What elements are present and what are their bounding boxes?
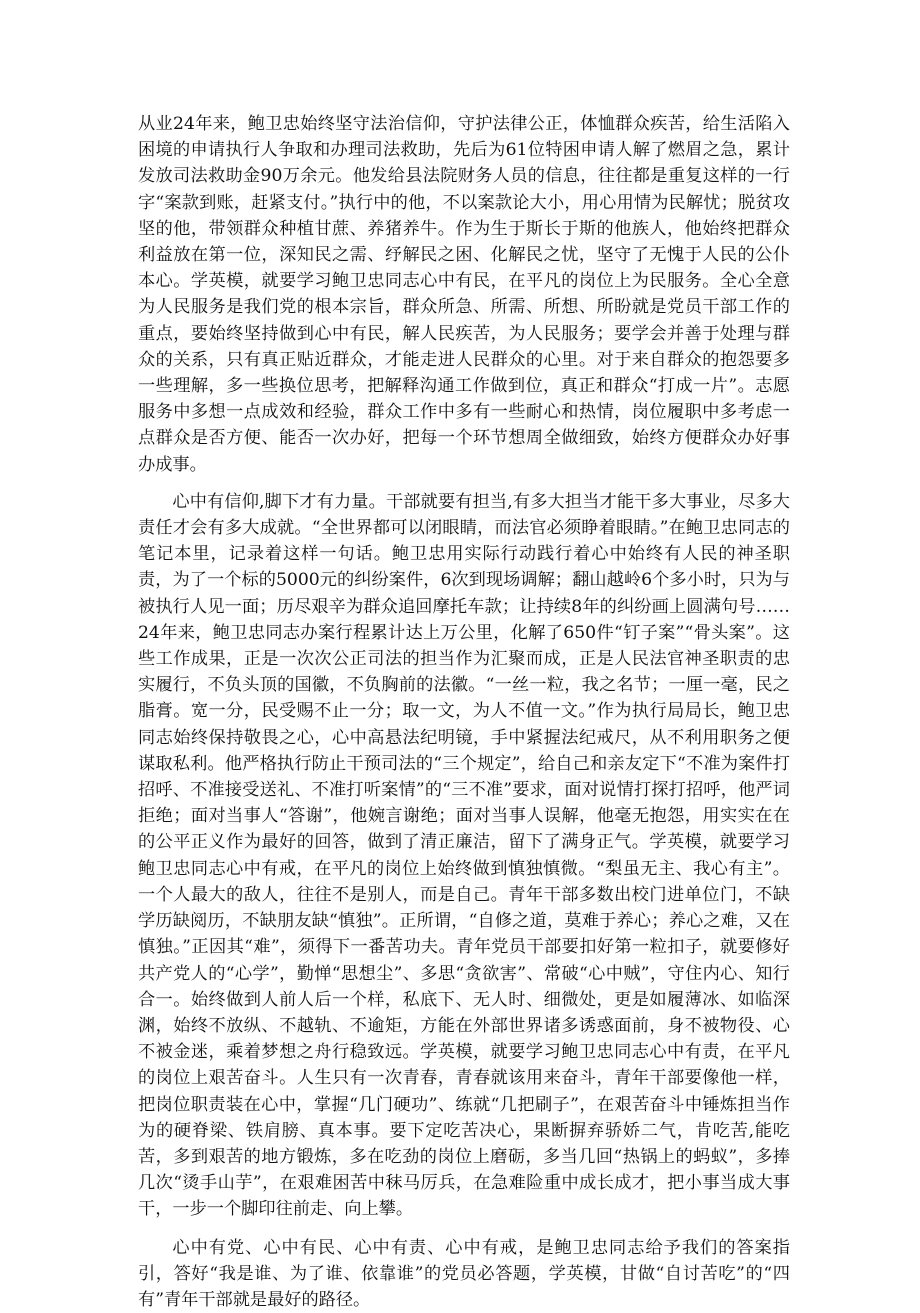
paragraph-conclusion: 心中有党、心中有民、心中有责、心中有戒，是鲍卫忠同志给予我们的答案指引，答好“我是谁、为了谁、依靠谁”的党员必答题，学英模，甘做“自讨苦吃”的“四有”青年干部就是最好的路径。 (138, 1237, 790, 1310)
paragraph-serving-people: 从业24年来，鲍卫忠始终坚守法治信仰，守护法律公正，体恤群众疾苦，给生活陷入困境的申请执行人争取和办理司法救助，先后为61位特困申请人解了燃眉之急，累计发放司法救助金90万余元。他发给县法院财务人员的信息，往往都是重复这样的一行字“案款到账，赶紧支付。”执行中的他，不以案款论大小，用心用情为民解忧；脱贫攻坚的他，带领群众种植甘蔗、养猪养牛。作为生于斯长于斯的他族人，他始终把群众利益放在第一位，深知民之需、纾解民之困、化解民之忧，坚守了无愧于人民的公仆本心。学英模，就要学习鲍卫忠同志心中有民，在平凡的岗位上为民服务。全心全意为人民服务是我们党的根本宗旨，群众所急、所需、所想、所盼就是党员干部工作的重点，要始终坚持做到心中有民，解人民疾苦，为人民服务；要学会并善于处理与群众的关系，只有真正贴近群众，才能走进人民群众的心里。对于来自群众的抱怨要多一些理解，多一些换位思考，把解释沟通工作做到位，真正和群众“打成一片”。志愿服务中多想一点成效和经验，群众工作中多有一些耐心和热情，岗位履职中多考虑一点群众是否方便、能否一次办好，把每一个环节想周全做细致，始终方便群众办好事办成事。 (138, 114, 790, 475)
paragraph-faith-and-duty: 心中有信仰,脚下才有力量。干部就要有担当,有多大担当才能干多大事业，尽多大责任才会有多大成就。“全世界都可以闭眼睛，而法官必须睁着眼睛。”在鲍卫忠同志的笔记本里，记录着这样一句话。鲍卫忠用实际行动践行着心中始终有人民的神圣职责，为了一个标的5000元的纠纷案件，6次到现场调解；翻山越岭6个多小时，只为与被执行人见一面；历尽艰辛为群众追回摩托车款；让持续8年的纠纷画上圆满句号……24年来，鲍卫忠同志办案行程累计达上万公里，化解了650件“钉子案”“骨头案”。这些工作成果，正是一次次公正司法的担当作为汇聚而成，正是人民法官神圣职责的忠实履行，不负头顶的国徽，不负胸前的法徽。“一丝一粒，我之名节；一厘一毫，民之脂膏。宽一分，民受赐不止一分；取一文，为人不值一文。”作为执行局局长，鲍卫忠同志始终保持敬畏之心，心中高悬法纪明镜，手中紧握法纪戒尺，从不利用职务之便谋取私利。他严格执行防止干预司法的“三个规定”，给自己和亲友定下“不准为案件打招呼、不准接受送礼、不准打听案情”的“三不准”要求，面对说情打探打招呼，他严词拒绝；面对当事人“答谢”，他婉言谢绝；面对当事人误解，他毫无抱怨，用实实在在的公平正义作为最好的回答，做到了清正廉洁，留下了满身正气。学英模，就要学习鲍卫忠同志心中有戒，在平凡的岗位上始终做到慎独慎微。“梨虽无主、我心有主”。一个人最大的敌人，往往不是别人，而是自己。青年干部多数出校门进单位门，不缺学历缺阅历，不缺朋友缺“慎独”。正所谓，“自修之道，莫难于养心；养心之难，又在慎独。”正因其“难”，须得下一番苦功夫。青年党员干部要扣好第一粒扣子，就要修好共产党人的“心学”，勤惮“思想尘”、多思“贪欲害”、常破“心中贼”，守住内心、知行合一。始终做到人前人后一个样，私底下、无人时、细微处，更是如履薄冰、如临深渊，始终不放纵、不越轨、不逾矩，方能在外部世界诸多诱惑面前，身不被物役、心不被金迷，乘着梦想之舟行稳致远。学英模，就要学习鲍卫忠同志心中有责，在平凡的岗位上艰苦奋斗。人生只有一次青春，青春就该用来奋斗，青年干部要像他一样，把岗位职责装在心中，掌握“几门硬功”、练就“几把刷子”，在艰苦奋斗中锤炼担当作为的硬脊梁、铁肩膀、真本事。要下定吃苦决心，果断摒弃骄娇二气，肯吃苦,能吃苦，多到艰苦的地方锻炼，多在吃劲的岗位上磨砺，多当几回“热锅上的蚂蚁”，多捧几次“烫手山芋”，在艰难困苦中秣马厉兵，在急难险重中成长成才，把小事当成大事干，一步一个脚印往前走、向上攀。 (138, 491, 790, 1220)
document-body (138, 111, 790, 1313)
